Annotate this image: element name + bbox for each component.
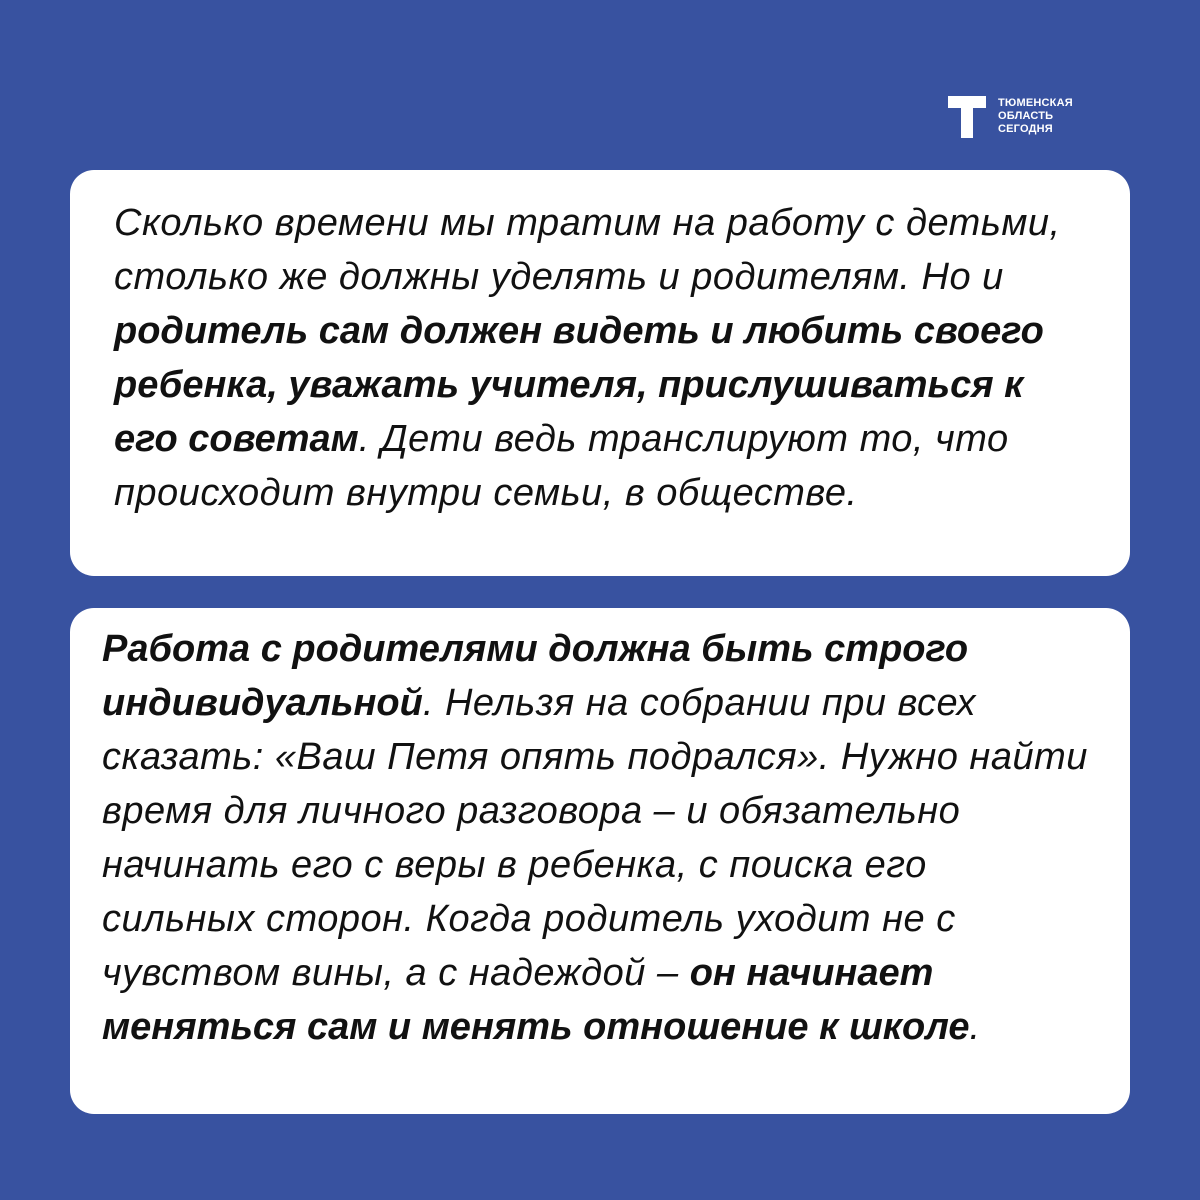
brand-name-line-3: СЕГОДНЯ [998,123,1053,135]
quote-2-bold-2: он начинает меняться сам и менять отношение к школе [102,952,970,1048]
quote-card-1 [70,170,1130,576]
quote-1-regular-1: Сколько времени мы тратим на работу с детьми, столько же должны уделять и родителям. Но и [114,202,1061,298]
quote-2-bold-1: Работа с родителями должна быть строго индивидуальной [102,628,969,724]
quote-1-regular-2: . Дети ведь транслируют то, что происходит внутри семьи, в обществе. [114,418,1009,514]
quote-2-regular-2: . [969,1006,981,1048]
quote-text-1 [114,196,1070,520]
quote-2-regular-1: . Нельзя на собрании при всех сказать: «Ваш Петя опять подрался». Нужно найти время для личного разговора – и обязательно начинать его с веры в ребенка, с поиска его сильных сторон. Когда родитель уходит не с чувством вины, а с надеждой – [102,682,1088,994]
brand-logo [948,96,1073,138]
brand-name [998,97,1073,136]
quote-1-bold-1: родитель сам должен видеть и любить своего ребенка, уважать учителя, прислушиваться к его советам [114,310,1044,460]
brand-name-line-2: ОБЛАСТЬ [998,110,1054,122]
brand-name-line-1: ТЮМЕНСКАЯ [998,97,1073,109]
quote-card-2 [70,608,1130,1114]
letter-t-logo-icon [948,96,986,138]
quote-text-2 [102,622,1090,1054]
